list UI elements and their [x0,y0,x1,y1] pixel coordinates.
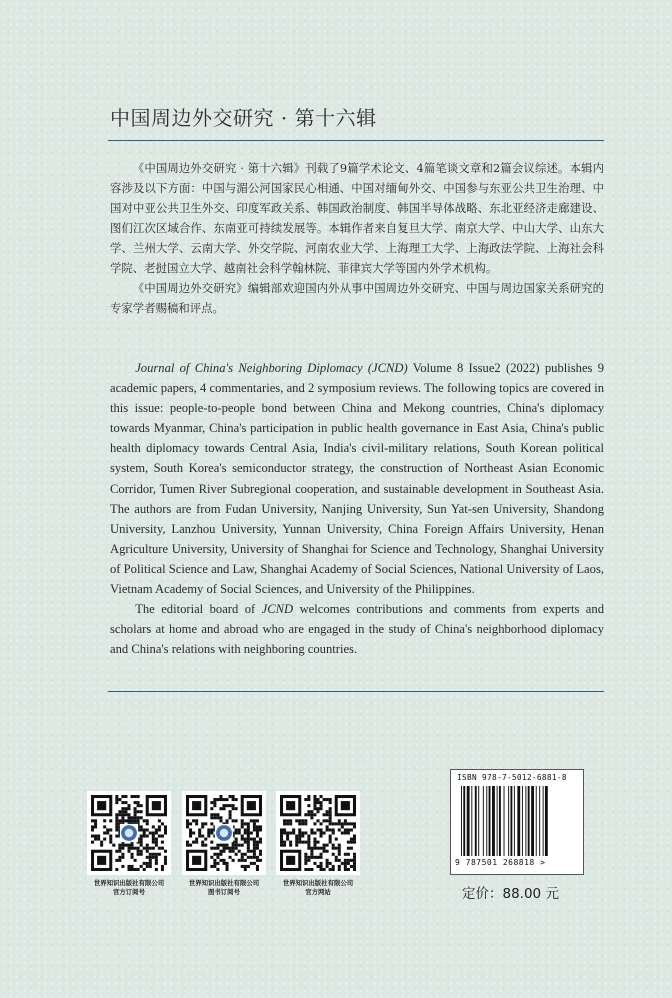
isbn-label: ISBN 978-7-5012-6881-8 [457,773,567,782]
english-paragraph-text: welcomes contributions and comments from experts and scholars at home and abroad who are engaged in the study of China's neighborhood diplomacy and China's relations with neighboring countries. [110,602,604,657]
qr-caption-line: 世界知识出版社有限公司 [282,879,354,887]
qr-code-icon [186,795,262,871]
chinese-paragraph: 《中国周边外交研究》编辑部欢迎国内外从事中国周边外交研究、中国与周边国家关系研究的专家学者赐稿和评点。 [110,281,604,315]
barcode-icon [459,786,575,856]
qr-code [182,791,266,875]
qr-caption-line: 世界知识出版社有限公司 [93,879,165,887]
english-paragraph [110,358,604,599]
qr-caption [83,879,175,897]
barcode-digits: 9 787501 268818 > [455,858,546,867]
title-divider [108,140,604,141]
qr-caption [178,879,270,897]
journal-name: Journal of China's Neighboring Diplomacy (JCND) [135,361,408,375]
qr-caption [272,879,364,897]
qr-official-website [272,791,364,897]
chinese-summary [110,158,604,318]
journal-abbrev: JCND [261,602,294,617]
english-paragraph-text: The editorial board of [135,602,262,617]
isbn-barcode [450,769,584,875]
english-paragraph [110,599,604,659]
qr-official-subscription [83,791,175,897]
book-title: 中国周边外交研究 · 第十六辑 [110,106,377,130]
qr-caption-line: 官方网站 [305,888,331,896]
summary-divider [108,691,604,692]
english-paragraph-text: Volume 8 Issue2 (2022) publishes 9 academic papers, 4 commentaries, and 2 symposium reviews. The following topics are covered in this issue: people-to-people bond between China and Mekong countries, China's diplomacy towards Myanmar, China's participation in public health governance in East Asia, China's public health diplomacy towards Central Asia, India's civil-military relations, South Korean political system, South Korea's semiconductor strategy, the construction of Northeast Asian Economic Corridor, Tumen River Subregional cooperation, and sustainable development in Southeast Asia. The authors are from Fudan University, Nanjing University, Sun Yat-sen University, Shandong University, Lanzhou University, Yunnan University, China Foreign Affairs University, Henan Agriculture University, University of Shanghai for Science and Technology, Shanghai University of Political Science and Law, Shanghai Academy of Social Sciences, National University of Laos, Vietnam Academy of Social Sciences, and University of the Philippines. [110,361,604,597]
price: 定价：88.00 元 [462,886,559,902]
chinese-paragraph: 《中国周边外交研究 · 第十六辑》刊载了9篇学术论文、4篇笔谈文章和2篇会议综述。本辑内容涉及以下方面：中国与湄公河国家民心相通、中国对缅甸外交、中国参与东亚公共卫生治理、中国对中亚公共卫生外交、印度军政关系、韩国政治制度、韩国半导体战略、东北亚经济走廊建设、图们江次区域合作、东南亚可持续发展等。本辑作者来自复旦大学、南京大学、中山大学、山东大学、兰州大学、云南大学、外交学院、河南农业大学、上海理工大学、上海政法学院、上海社会科学院、老挝国立大学、越南社会科学翰林院、菲律宾大学等国内外学术机构。 [110,161,604,275]
qr-book-subscription [178,791,270,897]
qr-caption-line: 官方订阅号 [113,888,145,896]
qr-code-icon [91,795,167,871]
qr-caption-line: 图书订阅号 [208,888,240,896]
qr-code-icon [280,795,356,871]
qr-code [87,791,171,875]
qr-caption-line: 世界知识出版社有限公司 [188,879,260,887]
qr-code [276,791,360,875]
english-summary [110,358,604,659]
